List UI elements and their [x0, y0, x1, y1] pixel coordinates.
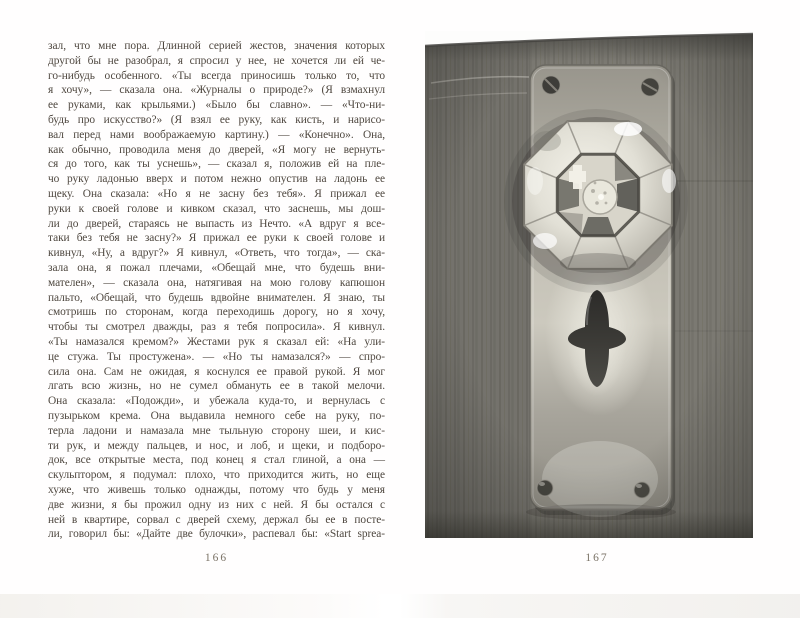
door-plate-photo-drawing [425, 31, 753, 538]
text-line: две жизни, я бы прожил одну из них с ней. Я бы остался с [48, 498, 385, 511]
text-line: сила она. Сам не ожидая, я коснулся ее правой рукой. Я мог [48, 365, 385, 378]
text-line: хуже, что живешь только однажды, потому что будь у меня [48, 483, 385, 496]
text-line: ти рук, и между пальцев, и нос, и лоб, и щеки, и подборо- [48, 439, 385, 452]
text-line: Она сказала: «Подожди», и убежала куда-то, и вернулась с [48, 395, 385, 408]
text-line: я хочу», — сказала она. «Журналы о природе?» (Я взмахнул [48, 84, 385, 97]
text-line: зал, что мне пора. Длинной серией жестов, значения которых [48, 40, 385, 52]
text-line: «Ты намазался кремом?» Жестами рук я сказал ей: «На ули- [48, 335, 385, 348]
text-line: вал перед нами воображаемую картину.) — «Конечно». Она, [48, 128, 385, 141]
text-line: кивнул, «Ну, а вдруг?» Я кивнул, «Ответь, что тогда», — ска- [48, 247, 385, 260]
page-number-right: 167 [585, 552, 609, 564]
text-line: чо руку ладонью вверх и потом нежно опустив на ладонь ее [48, 173, 385, 186]
text-line: лгать всю жизнь, но не сумел обмануть ее в такой мелочи. [48, 380, 385, 393]
text-line: ли, говорил бы: «Дайте две булочки», распевал бы: «Start sprea- [48, 528, 385, 541]
text-line: руки к своей голове и кивком сказал, что заснешь, мы дош- [48, 202, 385, 215]
text-line: будь про искусство?» (Я взял ее руку, как кисть, и нарисо- [48, 113, 385, 126]
text-line: таки без тебя не засну?» Я прижал ее руки к своей голове и [48, 232, 385, 245]
text-line: мателен», — сказала она, натягивая на мою голову капюшон [48, 276, 385, 289]
text-line: ней в квартире, сорвал с дверей схему, держал бы ее в посте- [48, 513, 385, 526]
door-plate-photo [425, 31, 753, 538]
text-line: смотришь по сторонам, когда переходишь дорогу, но я хочу, [48, 306, 385, 319]
text-line: це стужа. Ты простужена». — «Но ты намазался?» — спро- [48, 350, 385, 363]
text-line: пальто, «Обещай, что будешь вдвойне внимателен. Я знаю, ты [48, 291, 385, 304]
text-line: док, все открытые места, под конец я стал глиной, а она — [48, 454, 385, 467]
photo-vignette [425, 31, 753, 538]
text-line: как обычно, проводила меня до дверей, «Я могу не вернуть- [48, 143, 385, 156]
text-line: ся до того, как ты уснешь», — сказал я, положив ей на пле- [48, 158, 385, 171]
text-line: пузырьком крема. Она выдавила немного себе на руку, по- [48, 409, 385, 422]
text-line: го-нибудь особенного. «Ты всегда приносишь только то, что [48, 69, 385, 82]
body-text [48, 39, 385, 542]
page-number-left: 166 [204, 552, 229, 564]
scan-gutter-shade [0, 594, 800, 618]
text-line: щеку. Она сказала: «Но я не засну без тебя». Я прижал ее [48, 187, 385, 200]
text-line: скульптором, я подумал: плохо, что приходится жить, но еще [48, 469, 385, 482]
text-line: зала она, я пожал плечами, «Обещай мне, что будешь вни- [48, 261, 385, 274]
text-line: ли до дверей, стараясь не выпасть из Нечто. «А вдруг я все- [48, 217, 385, 230]
text-line: ее руками, как крыльями.) «Было бы славно». — «Что-ни- [48, 99, 385, 112]
text-line: другой бы не разобрал, я спросил у нее, не хочется ли ей че- [48, 54, 385, 67]
text-line: чтобы ты смотрел дважды, раз я тебя попросила». Я кивнул. [48, 321, 385, 334]
text-line: терла ладони и намазала мне тыльную сторону шеи, и кис- [48, 424, 385, 437]
